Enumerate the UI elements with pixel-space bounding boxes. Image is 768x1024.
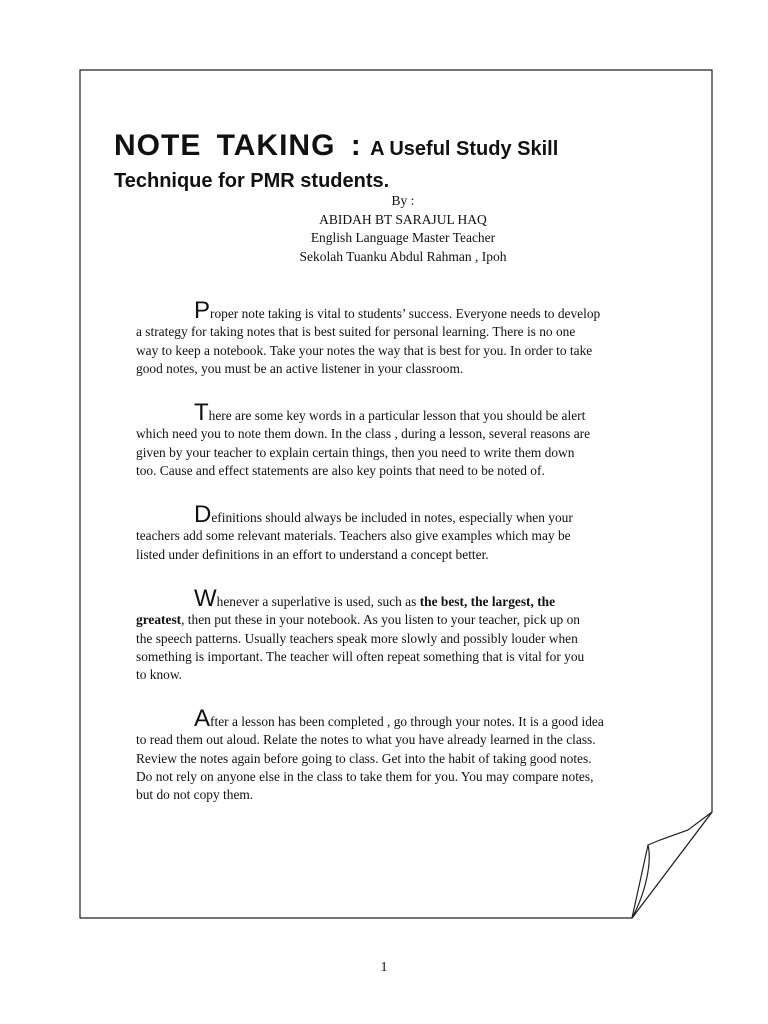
paragraph-first-line (136, 297, 656, 324)
paragraph-first-line (136, 585, 656, 612)
paragraph-initial: D (194, 501, 212, 528)
paragraph-initial: W (194, 585, 217, 612)
paragraph-3 (136, 501, 656, 564)
paragraph-line (136, 611, 656, 629)
paragraph-4 (136, 585, 656, 684)
title-block (114, 128, 674, 195)
paragraph-2 (136, 399, 656, 480)
paragraph-line: listed under definitions in an effort to understand a concept better. (136, 546, 489, 562)
paragraph-first-line-text: here are some key words in a particular lesson that you should be alert (208, 408, 586, 423)
title-second-line: Technique for PMR students. (114, 170, 390, 192)
paragraph-initial: P (194, 297, 211, 324)
paragraph-line: way to keep a notebook. Take your notes the way that is best for you. In order to take (136, 342, 593, 358)
paragraph-line: a strategy for taking notes that is best suited for personal learning. There is no one (136, 324, 576, 340)
paragraph-bold-text: greatest (136, 612, 182, 628)
paragraph-first-line (136, 705, 656, 732)
paragraph-line: something is important. The teacher will often repeat something that is vital for you (136, 648, 585, 664)
paragraph-line-text: , then put these in your notebook. As you listen to your teacher, pick up on (181, 612, 580, 628)
byline (230, 192, 576, 266)
page-number: 1 (380, 960, 388, 975)
paragraph-line: Review the notes again before going to class. Get into the habit of taking good notes. (136, 750, 592, 766)
paragraph-5 (136, 705, 656, 804)
paragraph-initial: T (194, 399, 209, 426)
paragraph-line: but do not copy them. (136, 787, 254, 803)
paragraph-line: which need you to note them down. In the class , during a lesson, several reasons are (136, 426, 591, 442)
paragraph-first-line-text: roper note taking is vital to students’ success. Everyone needs to develop (210, 306, 601, 321)
paragraph-1 (136, 297, 656, 378)
paragraph-first-line-text: efinitions should always be included in notes, especially when your (211, 510, 573, 525)
paragraph-line: to read them out aloud. Relate the notes to what you have already learned in the class. (136, 732, 596, 748)
paragraph-first-line (136, 399, 656, 426)
paragraph-first-line-text: fter a lesson has been completed , go through your notes. It is a good idea (210, 714, 604, 729)
paragraph-line: the speech patterns. Usually teachers speak more slowly and possibly louder when (136, 630, 578, 646)
title-main: NOTE TAKING : (114, 129, 362, 162)
paragraph-line: Do not rely on anyone else in the class to take them for you. You may compare notes, (136, 768, 594, 784)
paragraph-line: to know. (136, 667, 182, 683)
paragraph-first-line (136, 501, 656, 528)
paragraph-line: given by your teacher to explain certain things, then you need to write them down (136, 444, 575, 460)
paragraph-line: good notes, you must be an active listener in your classroom. (136, 360, 464, 376)
document-title (114, 128, 674, 167)
title-subtitle: A Useful Study Skill (370, 138, 559, 160)
by-label: By : (391, 193, 415, 208)
paragraph-first-line-text: henever a superlative is used, such as (216, 594, 420, 609)
paragraph-line: too. Cause and effect statements are also key points that need to be noted of. (136, 462, 545, 478)
paragraph-bold-text: the best, the largest, the (419, 594, 556, 609)
paragraph-line: teachers add some relevant materials. Teachers also give examples which may be (136, 528, 571, 544)
author-school: Sekolah Tuanku Abdul Rahman , Ipoh (299, 248, 507, 264)
author-name: ABIDAH BT SARAJUL HAQ (319, 211, 487, 227)
paragraph-initial: A (194, 705, 211, 732)
author-role: English Language Master Teacher (310, 230, 496, 245)
